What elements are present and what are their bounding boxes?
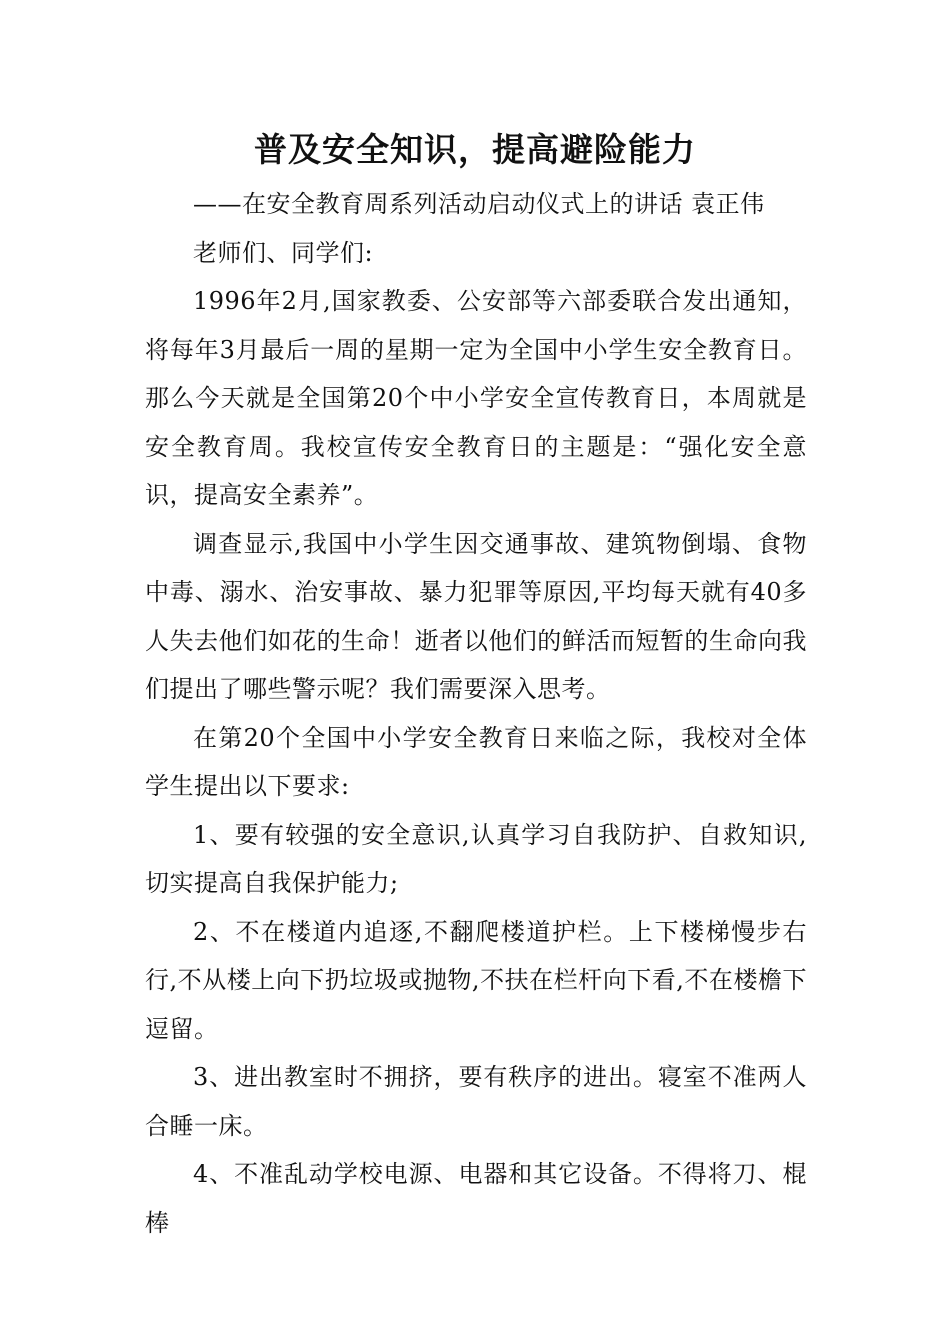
document-body [145, 180, 807, 1247]
paragraph: 调查显示,我国中小学生因交通事故、建筑物倒塌、食物中毒、溺水、治安事故、暴力犯罪等原因,平均每天就有40多人失去他们如花的生命！逝者以他们的鲜活而短暂的生命向我们提出了哪些警示呢？我们需要深入思考。 [145, 529, 807, 703]
paragraph: 在第20个全国中小学安全教育日来临之际，我校对全体学生提出以下要求: [145, 723, 807, 800]
document-subtitle: ——在安全教育周系列活动启动仪式上的讲话 袁正伟 [193, 190, 765, 218]
paragraph: 1996年2月,国家教委、公安部等六部委联合发出通知，将每年3月最后一周的星期一定为全国中小学生安全教育日。那么今天就是全国第20个中小学安全宣传教育日，本周就是安全教育周。我校宣传安全教育日的主题是：“强化安全意识，提高安全素养”。 [145, 287, 807, 509]
paragraph: 3、进出教室时不拥挤，要有秩序的进出。寝室不准两人合睡一床。 [145, 1063, 807, 1140]
paragraph: 2、不在楼道内追逐,不翻爬楼道护栏。上下楼梯慢步右行,不从楼上向下扔垃圾或抛物,不扶在栏杆向下看,不在楼檐下逗留。 [145, 917, 807, 1043]
salutation: 老师们、同学们: [193, 238, 374, 267]
document-title: 普及安全知识，提高避险能力 [254, 130, 696, 169]
paragraph: 1、要有较强的安全意识,认真学习自我防护、自救知识,切实提高自我保护能力; [145, 820, 807, 897]
paragraph: 4、不准乱动学校电源、电器和其它设备。不得将刀、棍棒 [145, 1160, 807, 1237]
